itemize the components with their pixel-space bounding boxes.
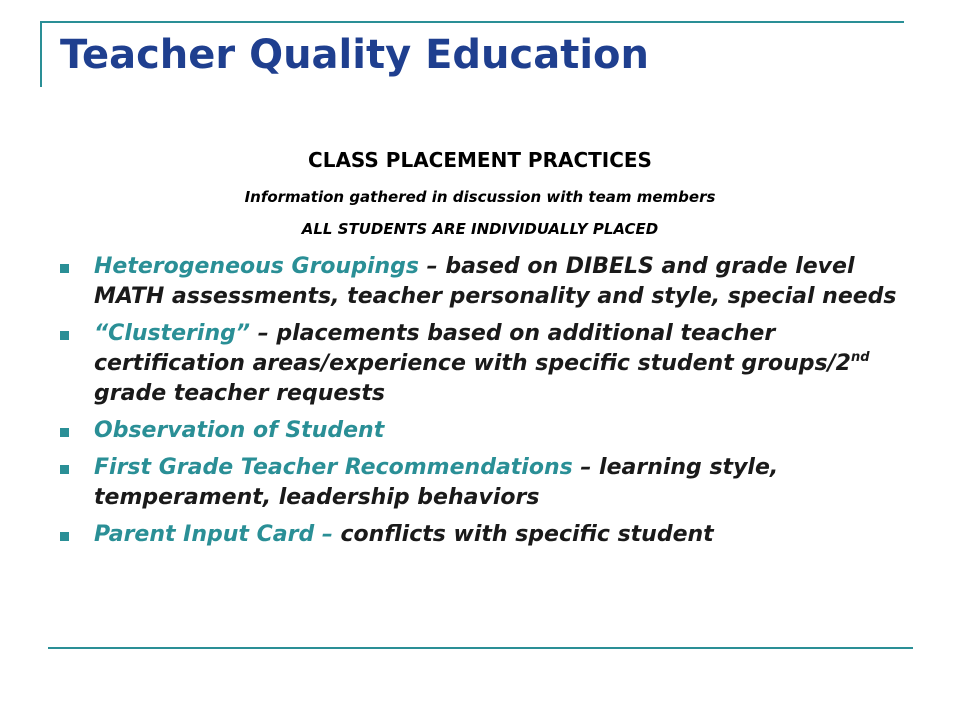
- bullet-item: [58, 252, 908, 312]
- bullet-item: [58, 416, 908, 446]
- bullet-lead-text: Observation of Student: [94, 418, 385, 443]
- square-bullet-icon: [60, 428, 69, 437]
- square-bullet-icon: [60, 264, 69, 273]
- square-bullet-icon: [60, 465, 69, 474]
- bullet-lead-text: “Clustering”: [94, 321, 251, 346]
- subheading-placement: ALL STUDENTS ARE INDIVIDUALLY PLACED: [301, 220, 659, 238]
- bullet-detail-text: conflicts with specific student: [332, 522, 714, 547]
- bullet-list: [58, 252, 908, 557]
- section-heading: CLASS PLACEMENT PRACTICES: [308, 148, 652, 172]
- subheading-info: Information gathered in discussion with team members: [244, 188, 716, 206]
- square-bullet-icon: [60, 331, 69, 340]
- bullet-lead-text: Heterogeneous Groupings: [94, 254, 419, 279]
- bullet-detail-text: – learning style, temperament, leadership behaviors: [94, 455, 779, 510]
- slide-title: Teacher Quality Education: [60, 32, 650, 78]
- bullet-item: [58, 319, 908, 409]
- bullet-item: [58, 520, 908, 550]
- bullet-detail-text: – placements based on additional teacher certification areas/experience with specific student groups/2: [94, 321, 851, 376]
- bottom-frame-line: [48, 647, 913, 649]
- bullet-detail-text: – based on DIBELS and grade level MATH assessments, teacher personality and style, special needs: [94, 254, 897, 309]
- square-bullet-icon: [60, 532, 69, 541]
- bullet-detail-tail: grade teacher requests: [94, 381, 385, 406]
- top-frame-line: [40, 21, 904, 23]
- left-frame-line: [40, 21, 42, 87]
- bullet-lead-text: First Grade Teacher Recommendations: [94, 455, 573, 480]
- ordinal-superscript: nd: [850, 350, 870, 365]
- bullet-lead-text: Parent Input Card –: [94, 522, 333, 547]
- bullet-item: [58, 453, 908, 513]
